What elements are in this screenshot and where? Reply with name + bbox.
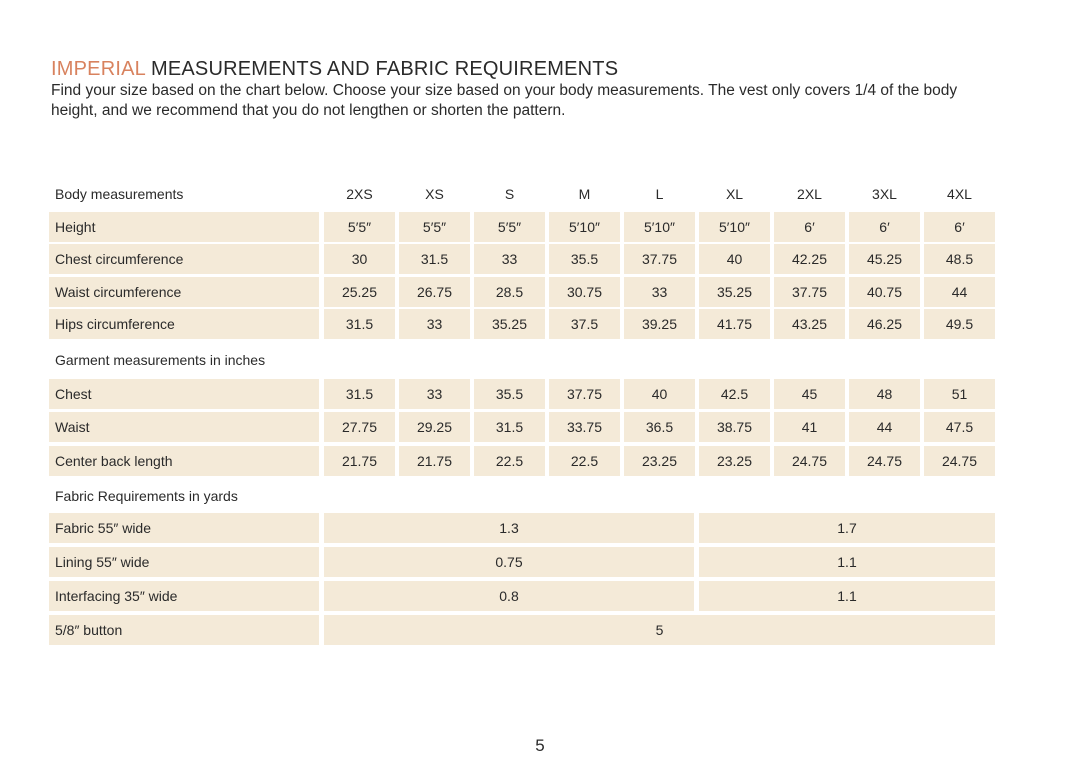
table-cell: 24.75 [924, 446, 995, 476]
size-header: 3XL [872, 186, 897, 202]
table-cell: 22.5 [549, 446, 620, 476]
table-cell: 36.5 [624, 412, 695, 442]
table-cell: 37.75 [549, 379, 620, 409]
row-label: Height [49, 212, 319, 242]
table-cell: 51 [924, 379, 995, 409]
size-header: XS [425, 186, 444, 202]
table-cell: 40.75 [849, 277, 920, 307]
table-cell: 33 [624, 277, 695, 307]
size-header: 2XS [346, 186, 373, 202]
table-cell: 33 [399, 309, 470, 339]
table-cell: 40 [699, 244, 770, 274]
table-cell: 6′ [849, 212, 920, 242]
fabric-cell-all-sizes: 5 [324, 615, 995, 645]
row-label: Chest circumference [49, 244, 319, 274]
table-cell: 31.5 [324, 309, 395, 339]
table-cell: 41.75 [699, 309, 770, 339]
table-cell: 5′10″ [624, 212, 695, 242]
table-cell: 5′5″ [474, 212, 545, 242]
table-cell: 45 [774, 379, 845, 409]
table-cell: 6′ [774, 212, 845, 242]
size-header: L [655, 186, 664, 202]
table-cell: 44 [924, 277, 995, 307]
fabric-cell-small-sizes: 0.75 [324, 547, 694, 577]
fabric-cell-small-sizes: 1.3 [324, 513, 694, 543]
table-cell: 5′5″ [324, 212, 395, 242]
page-number: 5 [535, 736, 545, 755]
row-label: Lining 55″ wide [49, 547, 319, 577]
row-label: Waist [49, 412, 319, 442]
section-header-body: Body measurements [55, 186, 184, 202]
fabric-cell-large-sizes: 1.7 [699, 513, 995, 543]
row-label: Interfacing 35″ wide [49, 581, 319, 611]
table-cell: 37.75 [774, 277, 845, 307]
table-cell: 23.25 [624, 446, 695, 476]
table-cell: 46.25 [849, 309, 920, 339]
table-cell: 31.5 [399, 244, 470, 274]
size-header: M [578, 186, 591, 202]
table-cell: 23.25 [699, 446, 770, 476]
table-cell: 21.75 [324, 446, 395, 476]
table-cell: 33 [399, 379, 470, 409]
table-cell: 39.25 [624, 309, 695, 339]
table-cell: 45.25 [849, 244, 920, 274]
section-header-fabric: Fabric Requirements in yards [55, 488, 238, 504]
size-header: XL [725, 186, 744, 202]
size-header: 2XL [797, 186, 822, 202]
table-cell: 35.25 [699, 277, 770, 307]
section-header-garment: Garment measurements in inches [55, 352, 266, 368]
row-label: Hips circumference [49, 309, 319, 339]
table-cell: 43.25 [774, 309, 845, 339]
row-label: Center back length [49, 446, 319, 476]
table-cell: 29.25 [399, 412, 470, 442]
title-rest: MEASUREMENTS AND FABRIC REQUIREMENTS [145, 58, 619, 80]
size-header: S [504, 186, 515, 202]
table-cell: 38.75 [699, 412, 770, 442]
intro-text: Find your size based on the chart below. Choose your size based on your body measurements. The vest only covers 1/4 of the body height, and we recommend that you do not lengthen or shorten the pattern. [51, 82, 958, 119]
table-cell: 25.25 [324, 277, 395, 307]
table-cell: 26.75 [399, 277, 470, 307]
table-cell: 5′5″ [399, 212, 470, 242]
table-cell: 6′ [924, 212, 995, 242]
fabric-cell-large-sizes: 1.1 [699, 581, 995, 611]
table-cell: 31.5 [474, 412, 545, 442]
row-label: Waist circumference [49, 277, 319, 307]
table-cell: 24.75 [774, 446, 845, 476]
table-cell: 28.5 [474, 277, 545, 307]
table-cell: 21.75 [399, 446, 470, 476]
table-cell: 49.5 [924, 309, 995, 339]
page-title [51, 58, 618, 81]
table-cell: 37.5 [549, 309, 620, 339]
table-cell: 47.5 [924, 412, 995, 442]
table-cell: 48 [849, 379, 920, 409]
table-cell: 24.75 [849, 446, 920, 476]
table-cell: 30 [324, 244, 395, 274]
table-cell: 5′10″ [549, 212, 620, 242]
table-cell: 48.5 [924, 244, 995, 274]
fabric-cell-large-sizes: 1.1 [699, 547, 995, 577]
row-label: Fabric 55″ wide [49, 513, 319, 543]
table-cell: 42.25 [774, 244, 845, 274]
size-header: 4XL [947, 186, 972, 202]
table-cell: 22.5 [474, 446, 545, 476]
table-cell: 31.5 [324, 379, 395, 409]
table-cell: 42.5 [699, 379, 770, 409]
table-cell: 44 [849, 412, 920, 442]
table-cell: 35.5 [474, 379, 545, 409]
table-cell: 33 [474, 244, 545, 274]
table-cell: 35.5 [549, 244, 620, 274]
title-accent: IMPERIAL [51, 58, 146, 80]
table-cell: 37.75 [624, 244, 695, 274]
table-cell: 35.25 [474, 309, 545, 339]
row-label: Chest [49, 379, 319, 409]
table-cell: 33.75 [549, 412, 620, 442]
table-cell: 40 [624, 379, 695, 409]
row-label: 5/8″ button [49, 615, 319, 645]
table-cell: 30.75 [549, 277, 620, 307]
table-cell: 5′10″ [699, 212, 770, 242]
table-cell: 27.75 [324, 412, 395, 442]
table-cell: 41 [774, 412, 845, 442]
fabric-cell-small-sizes: 0.8 [324, 581, 694, 611]
